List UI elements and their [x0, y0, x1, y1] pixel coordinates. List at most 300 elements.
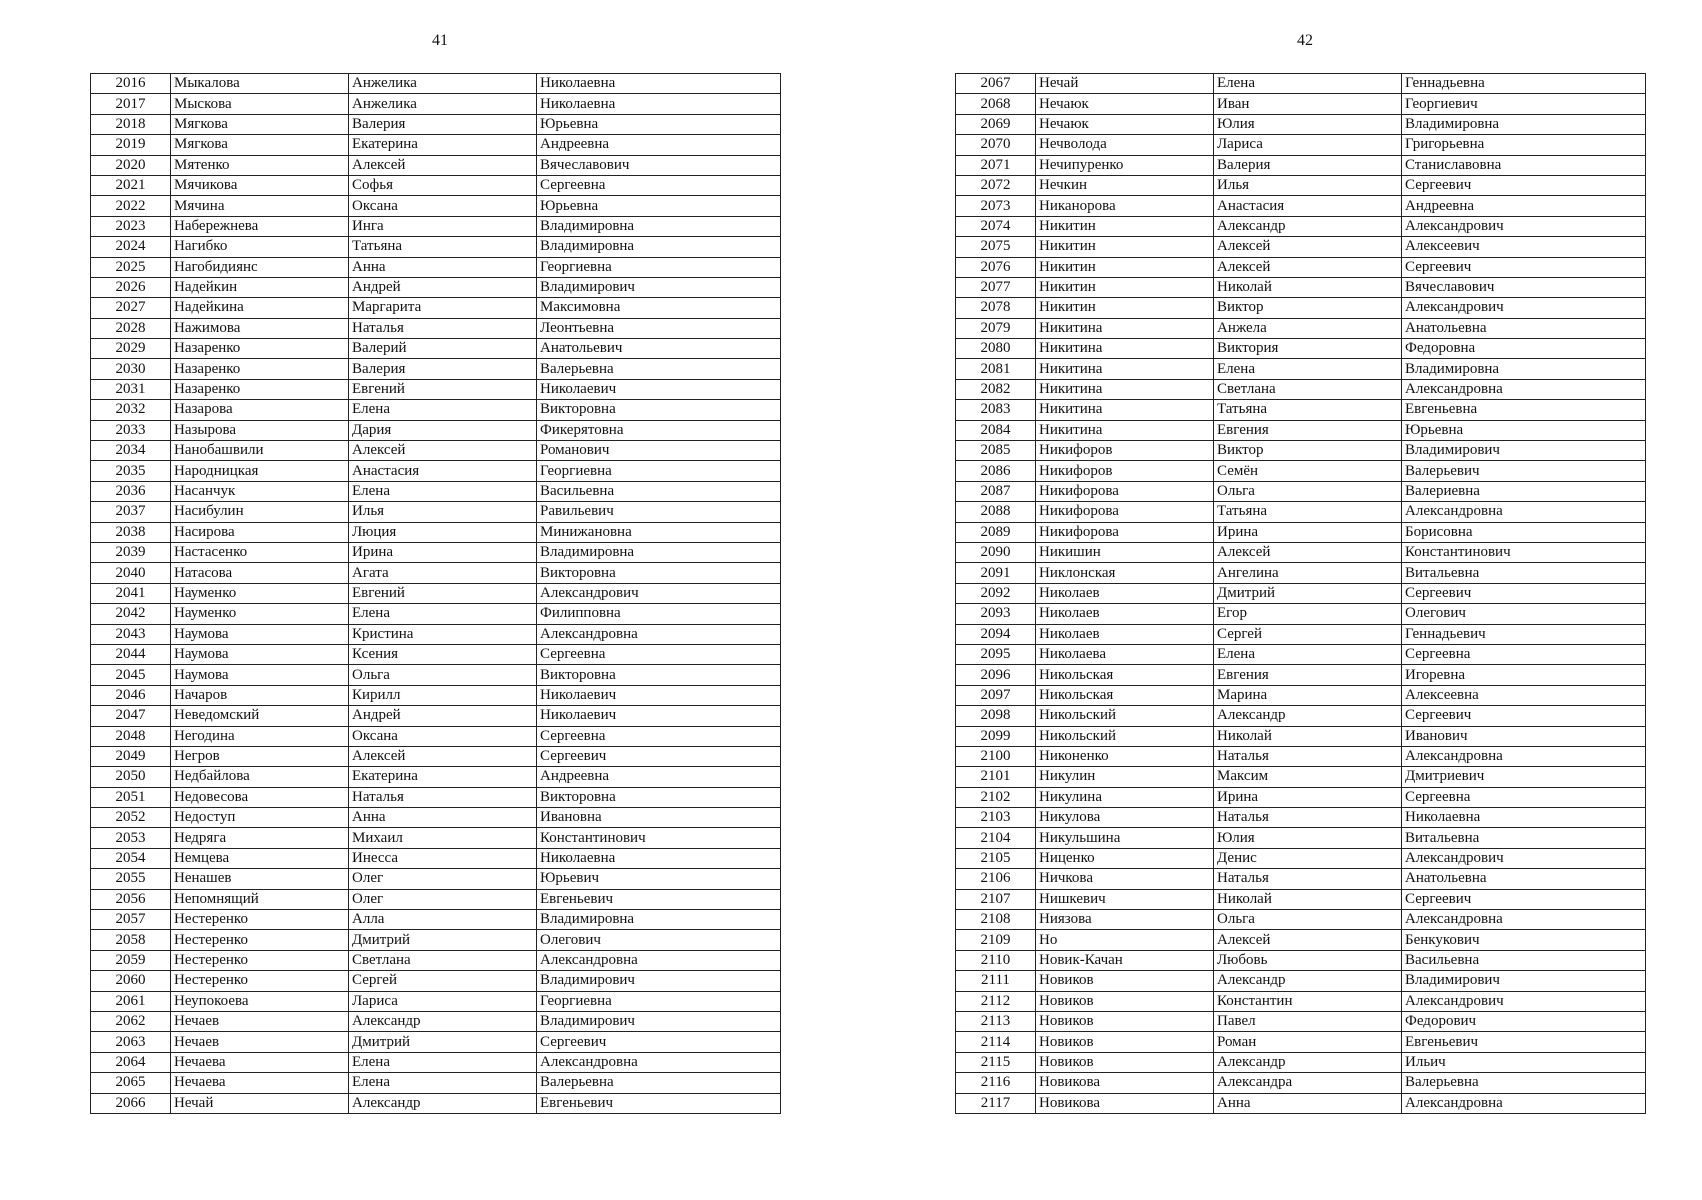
last-name-cell: Науменко	[171, 583, 349, 603]
table-row	[91, 808, 781, 828]
patronymic-cell: Юрьевна	[1402, 420, 1646, 440]
row-number-cell: 2048	[91, 726, 171, 746]
last-name-cell: Недоступ	[171, 808, 349, 828]
row-number-cell: 2052	[91, 808, 171, 828]
row-number-cell: 2088	[956, 502, 1036, 522]
row-number-cell: 2053	[91, 828, 171, 848]
first-name-cell: Валерия	[1214, 155, 1402, 175]
patronymic-cell: Сергеевна	[1402, 787, 1646, 807]
table-row	[956, 420, 1646, 440]
patronymic-cell: Константинович	[1402, 542, 1646, 562]
patronymic-cell: Сергеевна	[537, 644, 781, 664]
patronymic-cell: Валерьевна	[537, 1073, 781, 1093]
row-number-cell: 2112	[956, 991, 1036, 1011]
row-number-cell: 2111	[956, 971, 1036, 991]
first-name-cell: Татьяна	[349, 237, 537, 257]
first-name-cell: Инесса	[349, 848, 537, 868]
patronymic-cell: Бенкукович	[1402, 930, 1646, 950]
row-number-cell: 2023	[91, 216, 171, 236]
row-number-cell: 2059	[91, 950, 171, 970]
first-name-cell: Кирилл	[349, 685, 537, 705]
last-name-cell: Нечволода	[1036, 135, 1214, 155]
table-row	[956, 135, 1646, 155]
table-row	[956, 726, 1646, 746]
patronymic-cell: Евгеньевич	[1402, 1032, 1646, 1052]
table-row	[956, 604, 1646, 624]
last-name-cell: Назаренко	[171, 339, 349, 359]
patronymic-cell: Олегович	[537, 930, 781, 950]
row-number-cell: 2057	[91, 910, 171, 930]
patronymic-cell: Владимирович	[1402, 971, 1646, 991]
table-row	[91, 1032, 781, 1052]
table-row	[956, 237, 1646, 257]
row-number-cell: 2066	[91, 1093, 171, 1113]
row-number-cell: 2027	[91, 298, 171, 318]
first-name-cell: Николай	[1214, 889, 1402, 909]
row-number-cell: 2100	[956, 746, 1036, 766]
table-row	[91, 828, 781, 848]
table-row	[956, 889, 1646, 909]
first-name-cell: Кристина	[349, 624, 537, 644]
last-name-cell: Никитина	[1036, 359, 1214, 379]
patronymic-cell: Николаевич	[537, 379, 781, 399]
first-name-cell: Агата	[349, 563, 537, 583]
patronymic-cell: Александровна	[1402, 379, 1646, 399]
last-name-cell: Нишкевич	[1036, 889, 1214, 909]
patronymic-cell: Геннадьевич	[1402, 624, 1646, 644]
page-number: 42	[1297, 32, 1313, 49]
row-number-cell: 2096	[956, 665, 1036, 685]
last-name-cell: Нагибко	[171, 237, 349, 257]
last-name-cell: Ненашев	[171, 869, 349, 889]
patronymic-cell: Александровна	[537, 624, 781, 644]
last-name-cell: Новиков	[1036, 1052, 1214, 1072]
table-row	[91, 910, 781, 930]
last-name-cell: Новик-Качан	[1036, 950, 1214, 970]
row-number-cell: 2037	[91, 502, 171, 522]
first-name-cell: Маргарита	[349, 298, 537, 318]
first-name-cell: Павел	[1214, 1011, 1402, 1031]
table-row	[91, 665, 781, 685]
table-row	[956, 991, 1646, 1011]
patronymic-cell: Валерьевич	[1402, 461, 1646, 481]
last-name-cell: Негодина	[171, 726, 349, 746]
row-number-cell: 2092	[956, 583, 1036, 603]
last-name-cell: Никитин	[1036, 216, 1214, 236]
first-name-cell: Виктория	[1214, 339, 1402, 359]
patronymic-cell: Николаевна	[537, 848, 781, 868]
table-row	[956, 930, 1646, 950]
table-row	[91, 237, 781, 257]
first-name-cell: Максим	[1214, 767, 1402, 787]
row-number-cell: 2042	[91, 604, 171, 624]
patronymic-cell: Александрович	[1402, 848, 1646, 868]
row-number-cell: 2065	[91, 1073, 171, 1093]
first-name-cell: Валерия	[349, 114, 537, 134]
table-row	[91, 583, 781, 603]
patronymic-cell: Игоревна	[1402, 665, 1646, 685]
first-name-cell: Сергей	[1214, 624, 1402, 644]
row-number-cell: 2078	[956, 298, 1036, 318]
last-name-cell: Никишин	[1036, 542, 1214, 562]
row-number-cell: 2109	[956, 930, 1036, 950]
last-name-cell: Ниязова	[1036, 910, 1214, 930]
first-name-cell: Денис	[1214, 848, 1402, 868]
first-name-cell: Ольга	[349, 665, 537, 685]
row-number-cell: 2095	[956, 644, 1036, 664]
table-row	[91, 94, 781, 114]
row-number-cell: 2110	[956, 950, 1036, 970]
first-name-cell: Оксана	[349, 726, 537, 746]
first-name-cell: Марина	[1214, 685, 1402, 705]
patronymic-cell: Владимировна	[1402, 114, 1646, 134]
patronymic-cell: Викторовна	[537, 787, 781, 807]
row-number-cell: 2094	[956, 624, 1036, 644]
patronymic-cell: Евгеньевич	[537, 1093, 781, 1113]
last-name-cell: Недряга	[171, 828, 349, 848]
table-row	[956, 74, 1646, 94]
first-name-cell: Олег	[349, 889, 537, 909]
patronymic-cell: Николаевна	[1402, 808, 1646, 828]
first-name-cell: Анжела	[1214, 318, 1402, 338]
row-number-cell: 2090	[956, 542, 1036, 562]
row-number-cell: 2031	[91, 379, 171, 399]
first-name-cell: Светлана	[349, 950, 537, 970]
last-name-cell: Никитина	[1036, 400, 1214, 420]
first-name-cell: Виктор	[1214, 298, 1402, 318]
patronymic-cell: Александрович	[1402, 991, 1646, 1011]
row-number-cell: 2074	[956, 216, 1036, 236]
first-name-cell: Александр	[349, 1011, 537, 1031]
patronymic-cell: Васильевна	[1402, 950, 1646, 970]
last-name-cell: Никитин	[1036, 257, 1214, 277]
patronymic-cell: Александровна	[1402, 502, 1646, 522]
row-number-cell: 2063	[91, 1032, 171, 1052]
last-name-cell: Мягкова	[171, 135, 349, 155]
last-name-cell: Нечаев	[171, 1032, 349, 1052]
last-name-cell: Наумова	[171, 644, 349, 664]
last-name-cell: Недбайлова	[171, 767, 349, 787]
first-name-cell: Елена	[1214, 359, 1402, 379]
last-name-cell: Нечаюк	[1036, 94, 1214, 114]
last-name-cell: Мятенко	[171, 155, 349, 175]
first-name-cell: Наталья	[349, 787, 537, 807]
last-name-cell: Нестеренко	[171, 910, 349, 930]
table-row	[91, 1011, 781, 1031]
patronymic-cell: Валериевна	[1402, 481, 1646, 501]
first-name-cell: Николай	[1214, 277, 1402, 297]
last-name-cell: Нажимова	[171, 318, 349, 338]
patronymic-cell: Владимирович	[1402, 441, 1646, 461]
last-name-cell: Недовесова	[171, 787, 349, 807]
row-number-cell: 2114	[956, 1032, 1036, 1052]
last-name-cell: Наумова	[171, 665, 349, 685]
last-name-cell: Мыкалова	[171, 74, 349, 94]
patronymic-cell: Васильевна	[537, 481, 781, 501]
last-name-cell: Никольская	[1036, 685, 1214, 705]
table-row	[91, 991, 781, 1011]
patronymic-cell: Григорьевна	[1402, 135, 1646, 155]
row-number-cell: 2079	[956, 318, 1036, 338]
table-row	[91, 318, 781, 338]
row-number-cell: 2045	[91, 665, 171, 685]
last-name-cell: Новиков	[1036, 1011, 1214, 1031]
last-name-cell: Немцева	[171, 848, 349, 868]
patronymic-cell: Георгиевич	[1402, 94, 1646, 114]
row-number-cell: 2082	[956, 379, 1036, 399]
patronymic-cell: Борисовна	[1402, 522, 1646, 542]
table-row	[956, 644, 1646, 664]
last-name-cell: Натасова	[171, 563, 349, 583]
row-number-cell: 2083	[956, 400, 1036, 420]
table-row	[956, 114, 1646, 134]
row-number-cell: 2062	[91, 1011, 171, 1031]
row-number-cell: 2024	[91, 237, 171, 257]
patronymic-cell: Георгиевна	[537, 991, 781, 1011]
table-row	[956, 196, 1646, 216]
first-name-cell: Светлана	[1214, 379, 1402, 399]
row-number-cell: 2040	[91, 563, 171, 583]
row-number-cell: 2068	[956, 94, 1036, 114]
table-row	[956, 950, 1646, 970]
first-name-cell: Елена	[349, 604, 537, 624]
row-number-cell: 2033	[91, 420, 171, 440]
row-number-cell: 2080	[956, 339, 1036, 359]
table-row	[956, 481, 1646, 501]
row-number-cell: 2105	[956, 848, 1036, 868]
first-name-cell: Наталья	[1214, 869, 1402, 889]
patronymic-cell: Александровна	[1402, 1093, 1646, 1113]
table-row	[91, 950, 781, 970]
row-number-cell: 2038	[91, 522, 171, 542]
row-number-cell: 2071	[956, 155, 1036, 175]
first-name-cell: Ольга	[1214, 481, 1402, 501]
page-number: 41	[432, 32, 448, 49]
patronymic-cell: Анатольевна	[1402, 869, 1646, 889]
last-name-cell: Новикова	[1036, 1093, 1214, 1113]
row-number-cell: 2044	[91, 644, 171, 664]
patronymic-cell: Александровна	[1402, 910, 1646, 930]
patronymic-cell: Юрьевич	[537, 869, 781, 889]
first-name-cell: Ирина	[1214, 522, 1402, 542]
first-name-cell: Семён	[1214, 461, 1402, 481]
table-row	[91, 889, 781, 909]
page-41	[90, 0, 790, 1200]
patronymic-cell: Андреевна	[1402, 196, 1646, 216]
patronymic-cell: Владимирович	[537, 1011, 781, 1031]
row-number-cell: 2016	[91, 74, 171, 94]
row-number-cell: 2098	[956, 706, 1036, 726]
patronymic-cell: Евгеньевна	[1402, 400, 1646, 420]
patronymic-cell: Владимировна	[537, 542, 781, 562]
table-row	[91, 685, 781, 705]
table-row	[956, 848, 1646, 868]
table-row	[91, 767, 781, 787]
first-name-cell: Дмитрий	[349, 930, 537, 950]
last-name-cell: Никулин	[1036, 767, 1214, 787]
last-name-cell: Нечипуренко	[1036, 155, 1214, 175]
first-name-cell: Илья	[349, 502, 537, 522]
last-name-cell: Насибулин	[171, 502, 349, 522]
patronymic-cell: Юрьевна	[537, 114, 781, 134]
first-name-cell: Олег	[349, 869, 537, 889]
first-name-cell: Елена	[349, 400, 537, 420]
table-row	[91, 257, 781, 277]
last-name-cell: Набережнева	[171, 216, 349, 236]
patronymic-cell: Александрович	[537, 583, 781, 603]
table-row	[956, 685, 1646, 705]
table-row	[91, 277, 781, 297]
row-number-cell: 2064	[91, 1052, 171, 1072]
first-name-cell: Анастасия	[1214, 196, 1402, 216]
table-row	[91, 339, 781, 359]
row-number-cell: 2070	[956, 135, 1036, 155]
last-name-cell: Нечай	[1036, 74, 1214, 94]
row-number-cell: 2060	[91, 971, 171, 991]
row-number-cell: 2047	[91, 706, 171, 726]
last-name-cell: Нанобашвили	[171, 441, 349, 461]
row-number-cell: 2019	[91, 135, 171, 155]
patronymic-cell: Иванович	[1402, 726, 1646, 746]
patronymic-cell: Сергеевич	[1402, 583, 1646, 603]
row-number-cell: 2103	[956, 808, 1036, 828]
first-name-cell: Наталья	[1214, 808, 1402, 828]
row-number-cell: 2104	[956, 828, 1036, 848]
row-number-cell: 2056	[91, 889, 171, 909]
row-number-cell: 2017	[91, 94, 171, 114]
table-row	[956, 706, 1646, 726]
first-name-cell: Елена	[349, 1073, 537, 1093]
patronymic-cell: Алексеевич	[1402, 237, 1646, 257]
first-name-cell: Александр	[1214, 706, 1402, 726]
table-row	[956, 441, 1646, 461]
first-name-cell: Наталья	[1214, 746, 1402, 766]
patronymic-cell: Владимировна	[537, 910, 781, 930]
first-name-cell: Анна	[349, 808, 537, 828]
first-name-cell: Алексей	[1214, 542, 1402, 562]
last-name-cell: Новиков	[1036, 991, 1214, 1011]
last-name-cell: Никоненко	[1036, 746, 1214, 766]
last-name-cell: Никифорова	[1036, 502, 1214, 522]
patronymic-cell: Сергеевич	[1402, 257, 1646, 277]
table-row	[91, 542, 781, 562]
row-number-cell: 2115	[956, 1052, 1036, 1072]
row-number-cell: 2036	[91, 481, 171, 501]
table-row	[91, 175, 781, 195]
last-name-cell: Никифоров	[1036, 461, 1214, 481]
first-name-cell: Сергей	[349, 971, 537, 991]
row-number-cell: 2051	[91, 787, 171, 807]
last-name-cell: Надейкина	[171, 298, 349, 318]
row-number-cell: 2084	[956, 420, 1036, 440]
patronymic-cell: Сергеевич	[1402, 706, 1646, 726]
patronymic-cell: Сергеевна	[537, 726, 781, 746]
last-name-cell: Никольская	[1036, 665, 1214, 685]
first-name-cell: Алексей	[349, 155, 537, 175]
name-roster-table	[955, 73, 1646, 1114]
table-row	[956, 910, 1646, 930]
table-row	[91, 400, 781, 420]
patronymic-cell: Николаевна	[537, 94, 781, 114]
table-row	[956, 971, 1646, 991]
row-number-cell: 2034	[91, 441, 171, 461]
table-row	[956, 1032, 1646, 1052]
patronymic-cell: Вячеславович	[1402, 277, 1646, 297]
first-name-cell: Виктор	[1214, 441, 1402, 461]
last-name-cell: Непомнящий	[171, 889, 349, 909]
row-number-cell: 2076	[956, 257, 1036, 277]
first-name-cell: Анастасия	[349, 461, 537, 481]
last-name-cell: Назаренко	[171, 359, 349, 379]
row-number-cell: 2087	[956, 481, 1036, 501]
last-name-cell: Никулова	[1036, 808, 1214, 828]
last-name-cell: Нечаев	[171, 1011, 349, 1031]
row-number-cell: 2101	[956, 767, 1036, 787]
row-number-cell: 2029	[91, 339, 171, 359]
row-number-cell: 2108	[956, 910, 1036, 930]
table-row	[91, 114, 781, 134]
last-name-cell: Никифоров	[1036, 441, 1214, 461]
last-name-cell: Нечаева	[171, 1052, 349, 1072]
patronymic-cell: Витальевна	[1402, 563, 1646, 583]
first-name-cell: Алексей	[1214, 930, 1402, 950]
table-row	[91, 196, 781, 216]
first-name-cell: Александра	[1214, 1073, 1402, 1093]
first-name-cell: Татьяна	[1214, 400, 1402, 420]
first-name-cell: Инга	[349, 216, 537, 236]
table-row	[956, 1052, 1646, 1072]
row-number-cell: 2032	[91, 400, 171, 420]
last-name-cell: Нечаева	[171, 1073, 349, 1093]
first-name-cell: Николай	[1214, 726, 1402, 746]
first-name-cell: Анжелика	[349, 94, 537, 114]
first-name-cell: Дария	[349, 420, 537, 440]
table-row	[956, 339, 1646, 359]
patronymic-cell: Сергеевич	[1402, 175, 1646, 195]
last-name-cell: Никитин	[1036, 298, 1214, 318]
table-row	[956, 767, 1646, 787]
patronymic-cell: Федорович	[1402, 1011, 1646, 1031]
table-row	[91, 869, 781, 889]
first-name-cell: Ирина	[1214, 787, 1402, 807]
row-number-cell: 2025	[91, 257, 171, 277]
last-name-cell: Никольский	[1036, 726, 1214, 746]
patronymic-cell: Николаевич	[537, 685, 781, 705]
patronymic-cell: Константинович	[537, 828, 781, 848]
first-name-cell: Александр	[349, 1093, 537, 1113]
first-name-cell: Оксана	[349, 196, 537, 216]
last-name-cell: Назырова	[171, 420, 349, 440]
last-name-cell: Никитина	[1036, 379, 1214, 399]
page-42	[955, 0, 1655, 1200]
first-name-cell: Софья	[349, 175, 537, 195]
first-name-cell: Валерий	[349, 339, 537, 359]
last-name-cell: Никифорова	[1036, 522, 1214, 542]
first-name-cell: Алексей	[1214, 257, 1402, 277]
first-name-cell: Валерия	[349, 359, 537, 379]
row-number-cell: 2055	[91, 869, 171, 889]
last-name-cell: Насанчук	[171, 481, 349, 501]
table-row	[956, 502, 1646, 522]
patronymic-cell: Андреевна	[537, 767, 781, 787]
last-name-cell: Николаев	[1036, 604, 1214, 624]
first-name-cell: Егор	[1214, 604, 1402, 624]
patronymic-cell: Владимировна	[537, 216, 781, 236]
first-name-cell: Люция	[349, 522, 537, 542]
row-number-cell: 2022	[91, 196, 171, 216]
last-name-cell: Неведомский	[171, 706, 349, 726]
patronymic-cell: Ильич	[1402, 1052, 1646, 1072]
